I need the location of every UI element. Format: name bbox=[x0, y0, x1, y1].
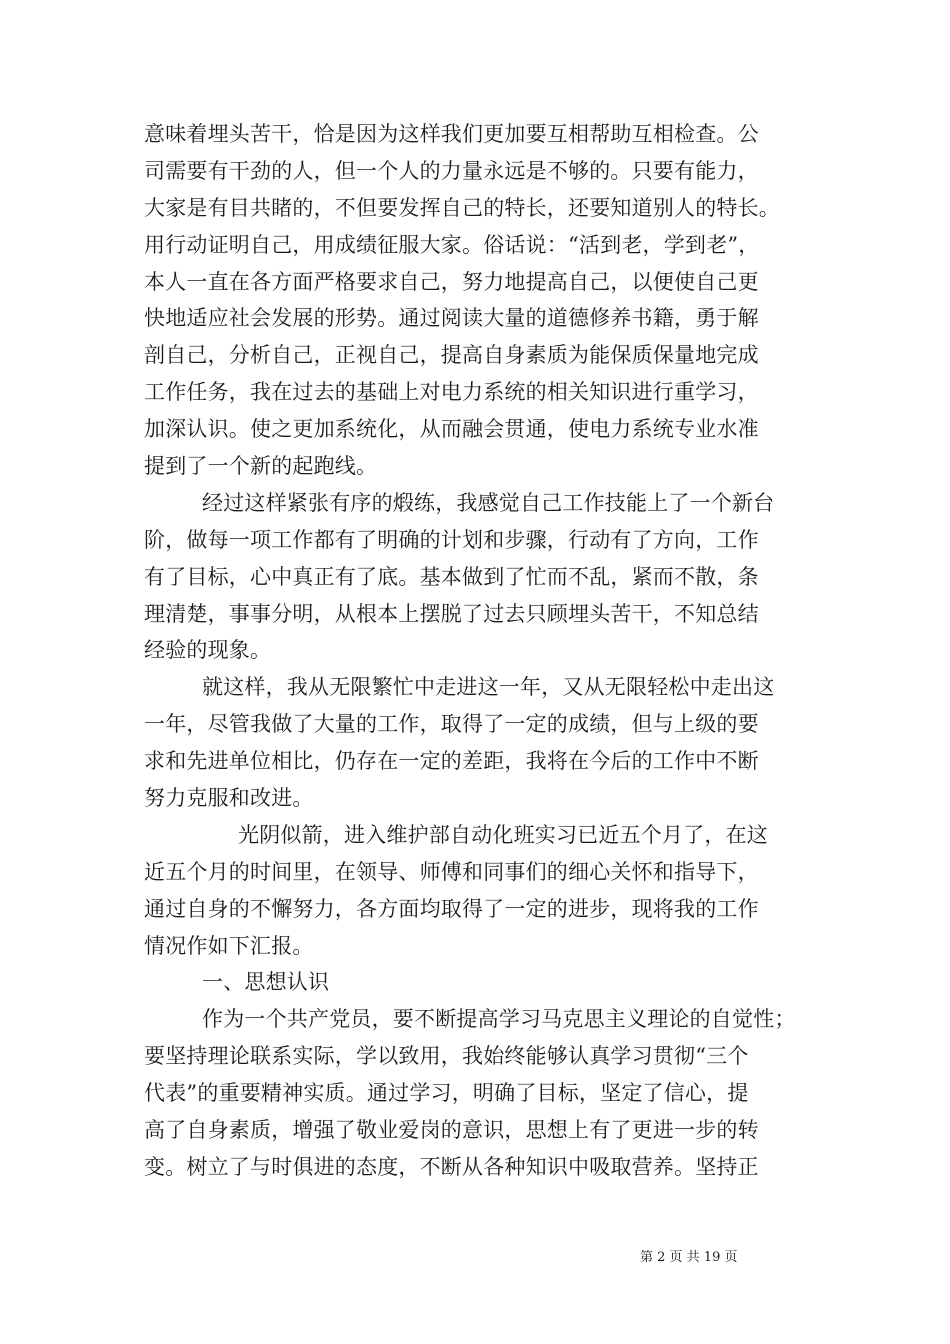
text-line: 变。树立了与时俱进的态度，不断从各种知识中吸取营养。坚持正 bbox=[144, 1154, 759, 1179]
text-line: 近五个月的时间里，在领导、师傅和同事们的细心关怀和指导下， bbox=[144, 859, 759, 884]
text-line: 要坚持理论联系实际，学以致用，我始终能够认真学习贯彻“三个 bbox=[144, 1044, 749, 1069]
text-line: 大家是有目共睹的，不但要发挥自己的特长，还要知道别人的特长。 bbox=[144, 195, 780, 220]
text-line: 就这样，我从无限繁忙中走进这一年，又从无限轻松中走出这 bbox=[202, 675, 775, 700]
text-line: 情况作如下汇报。 bbox=[144, 933, 314, 958]
text-line: 求和先进单位相比，仍存在一定的差距，我将在今后的工作中不断 bbox=[144, 749, 759, 774]
text-line: 意味着埋头苦干，恰是因为这样我们更加要互相帮助互相检查。公 bbox=[144, 122, 759, 146]
page-number-footer: 第 2 页 共 19 页 bbox=[640, 1250, 738, 1265]
text-line: 一年，尽管我做了大量的工作，取得了一定的成绩，但与上级的要 bbox=[144, 712, 759, 737]
section-heading: 一、思想认识 bbox=[202, 970, 330, 995]
text-line: 快地适应社会发展的形势。通过阅读大量的道德修养书籍，勇于解 bbox=[144, 306, 759, 331]
text-line: 工作任务，我在过去的基础上对电力系统的相关知识进行重学习， bbox=[144, 380, 759, 405]
document-body bbox=[144, 116, 810, 1186]
text-line: 光阴似箭，进入维护部自动化班实习已近五个月了，在这 bbox=[238, 822, 768, 847]
text-line: 有了目标，心中真正有了底。基本做到了忙而不乱，紧而不散，条 bbox=[144, 564, 759, 589]
text-line: 剖自己，分析自己，正视自己，提高自身素质为能保质保量地完成 bbox=[144, 343, 759, 368]
text-line: 司需要有干劲的人，但一个人的力量永远是不够的。只要有能力， bbox=[144, 158, 759, 183]
text-line: 阶，做每一项工作都有了明确的计划和步骤，行动有了方向，工作 bbox=[144, 527, 759, 552]
text-line: 高了自身素质，增强了敬业爱岗的意识，思想上有了更进一步的转 bbox=[144, 1118, 759, 1143]
text-line: 提到了一个新的起跑线。 bbox=[144, 454, 378, 479]
text-line: 经验的现象。 bbox=[144, 638, 272, 663]
text-line: 代表”的重要精神实质。通过学习，明确了目标，坚定了信心，提 bbox=[144, 1081, 749, 1106]
text-line: 本人一直在各方面严格要求自己，努力地提高自己，以便使自己更 bbox=[144, 269, 759, 294]
text-line: 理清楚，事事分明，从根本上摆脱了过去只顾埋头苦干，不知总结 bbox=[144, 601, 759, 626]
text-line: 经过这样紧张有序的煅练，我感觉自己工作技能上了一个新台 bbox=[202, 490, 775, 515]
text-line: 努力克服和改进。 bbox=[144, 786, 314, 811]
text-line: 通过自身的不懈努力，各方面均取得了一定的进步，现将我的工作 bbox=[144, 896, 759, 921]
text-line: 作为一个共产党员，要不断提高学习马克思主义理论的自觉性； bbox=[202, 1007, 796, 1032]
text-line: 用行动证明自己，用成绩征服大家。俗话说：“活到老，学到老”， bbox=[144, 232, 760, 257]
text-line: 加深认识。使之更加系统化，从而融会贯通，使电力系统专业水准 bbox=[144, 417, 759, 442]
